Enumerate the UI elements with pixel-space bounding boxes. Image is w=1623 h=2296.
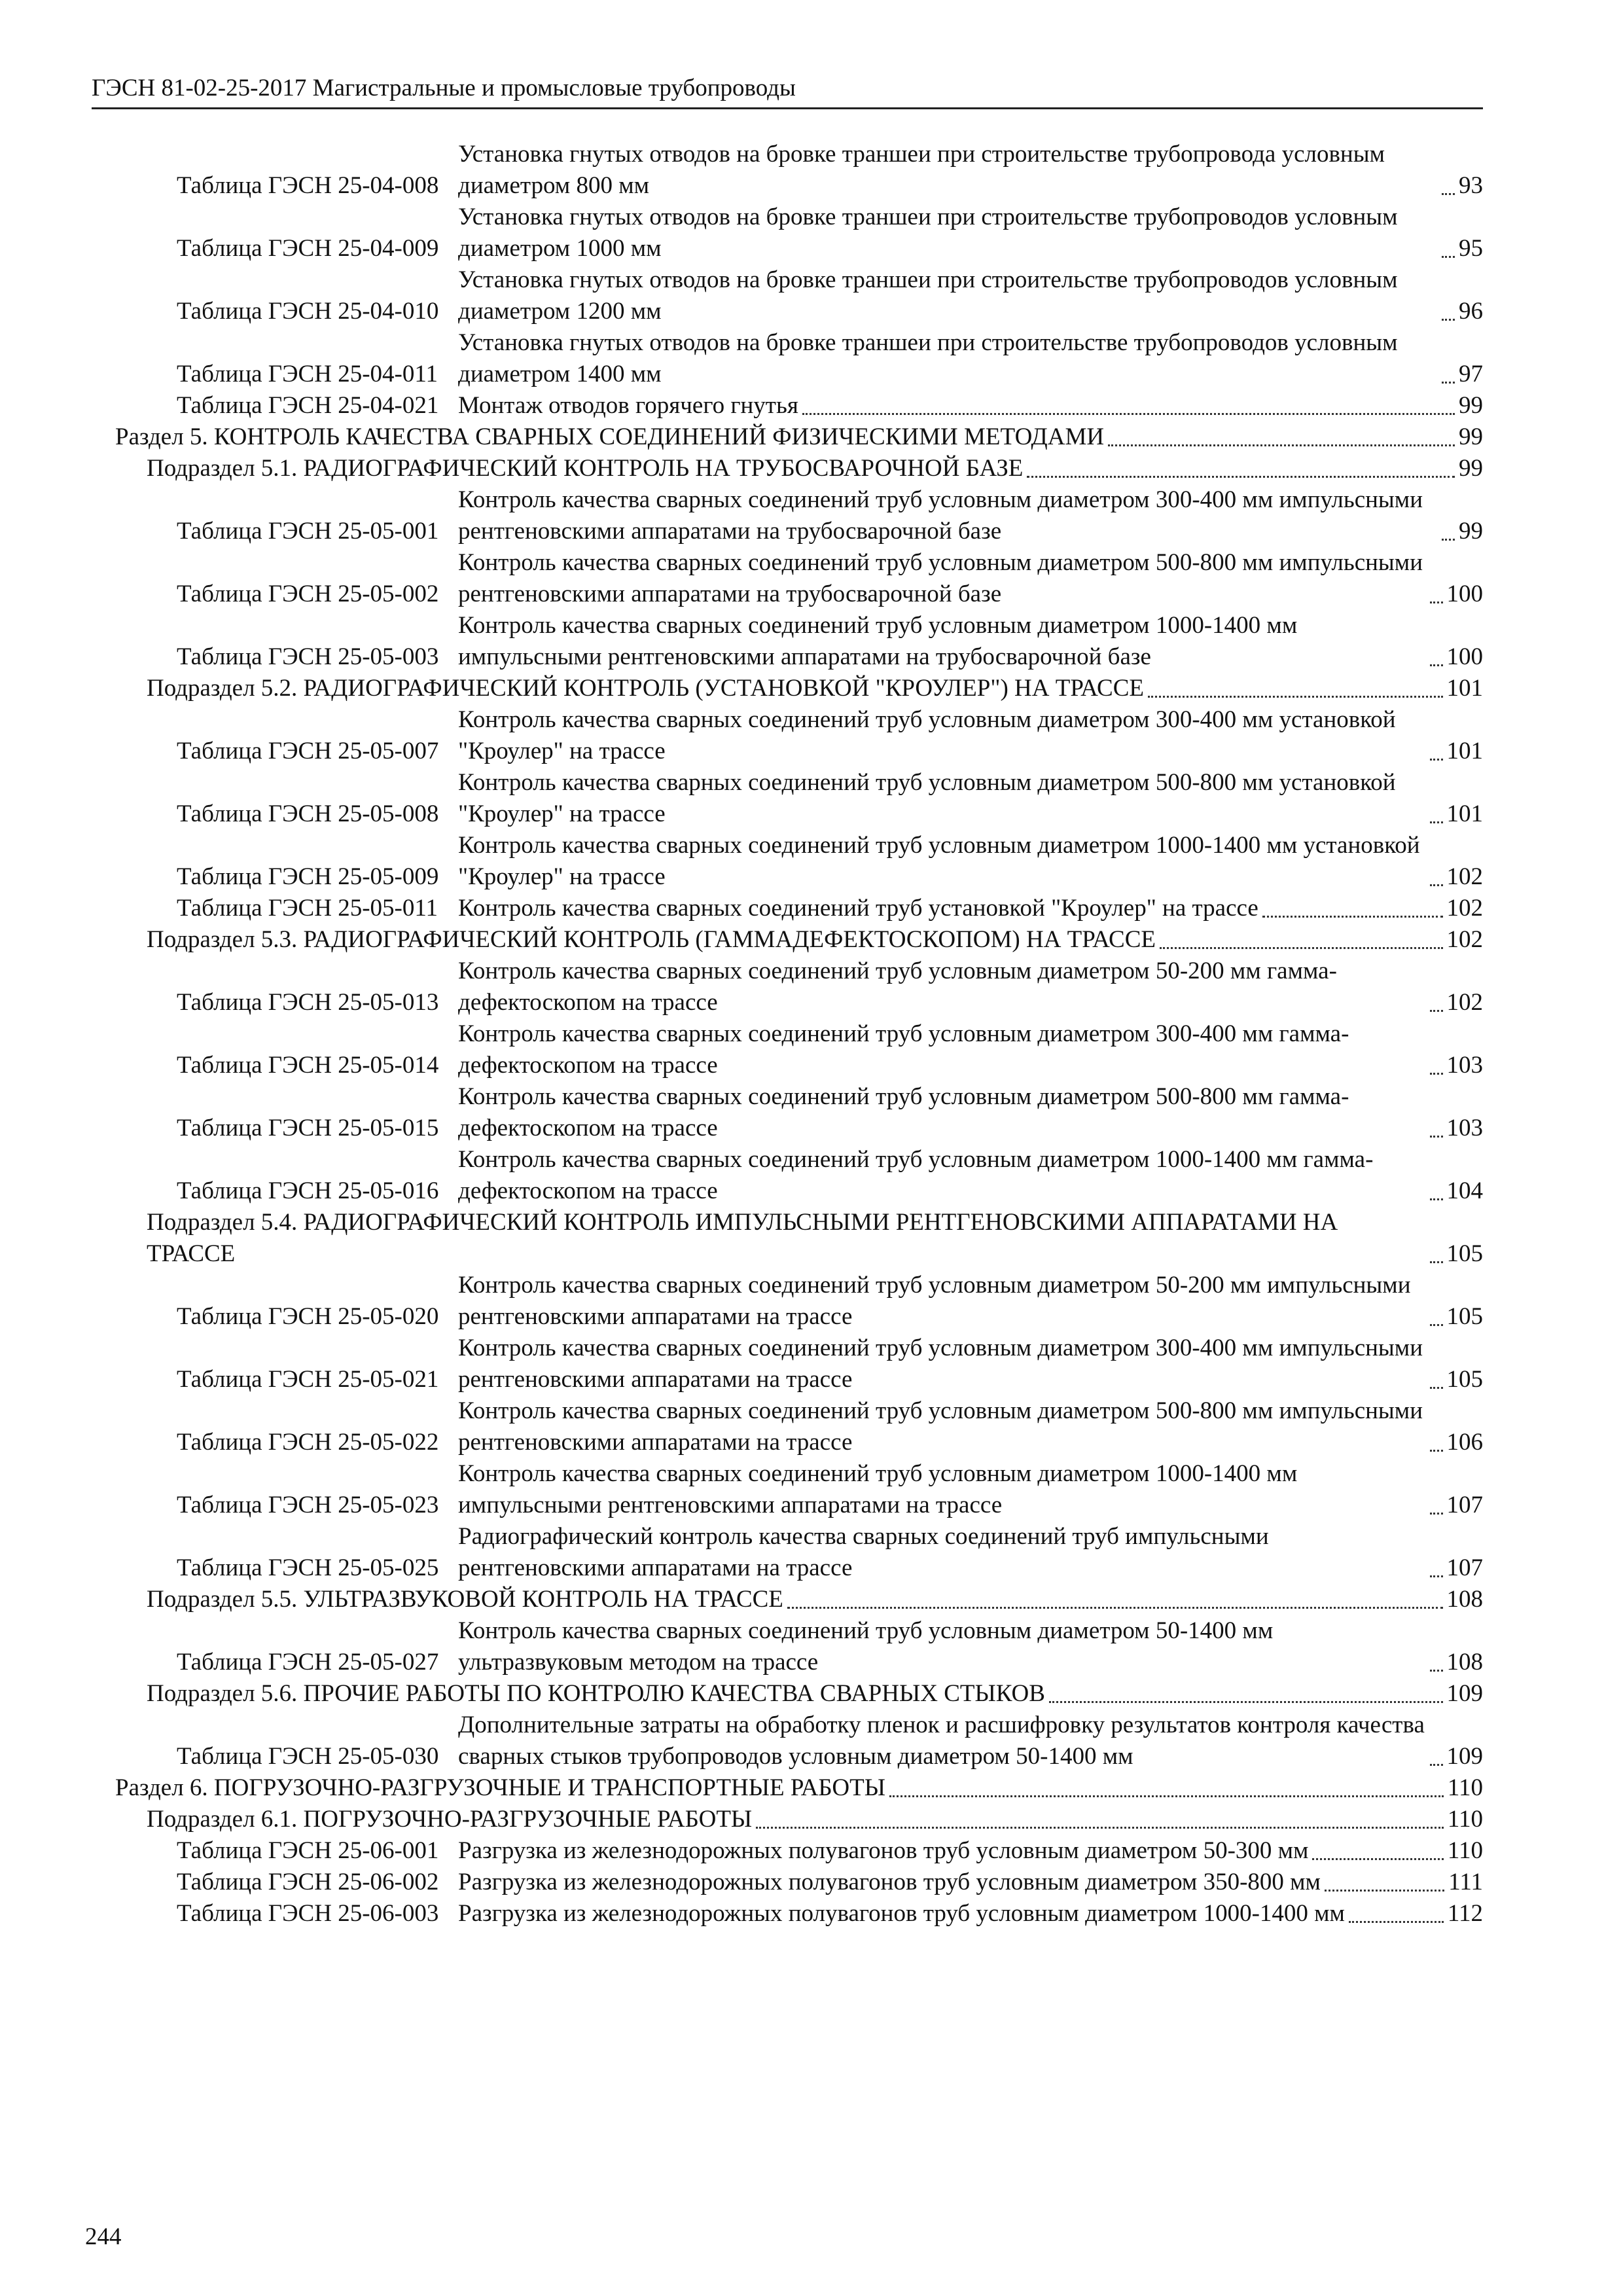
dot-leader (1442, 382, 1455, 384)
toc-entry-title: Контроль качества сварных соединений труб условным диаметром 1000-1400 мм установкой "Кроулер" на трассе (458, 832, 1420, 890)
toc-entry-table[interactable] (92, 484, 1483, 547)
toc-entry-label: Таблица ГЭСН 25-05-021 (177, 1366, 439, 1393)
toc-entry-label: Таблица ГЭСН 25-05-014 (177, 1052, 439, 1079)
toc-entry-title: Контроль качества сварных соединений труб условным диаметром 500-800 мм импульсными рентгеновскими аппаратами на трассе (458, 1397, 1423, 1456)
toc-entry-title: Контроль качества сварных соединений труб условным диаметром 300-400 мм установкой "Кроулер" на трассе (458, 706, 1396, 764)
toc-entry-page: 99 (1459, 423, 1483, 450)
toc-entry-label: Таблица ГЭСН 25-05-023 (177, 1492, 439, 1518)
toc-entry-description (458, 547, 1483, 610)
toc-entry-label: Таблица ГЭСН 25-05-008 (177, 800, 439, 827)
dot-leader (1430, 1261, 1443, 1263)
toc-entry-description (458, 1081, 1483, 1144)
toc-entry-page: 102 (1446, 863, 1483, 890)
toc-entry-title: Установка гнутых отводов на бровке траншеи при строительстве трубопроводов условным диаметром 1000 мм (458, 204, 1398, 262)
toc-entry-page: 107 (1446, 1554, 1483, 1581)
toc-entry-description (458, 1615, 1483, 1678)
toc-entry-title: Радиографический контроль качества сварных соединений труб импульсными рентгеновскими аппаратами на трассе (458, 1523, 1269, 1581)
dot-leader (1430, 1198, 1443, 1200)
toc-entry-page: 105 (1446, 1303, 1483, 1330)
toc-entry-description (458, 1144, 1483, 1207)
toc-entry-title: Подраздел 5.5. УЛЬТРАЗВУКОВОЙ КОНТРОЛЬ НА ТРАССЕ (147, 1586, 783, 1613)
dot-leader (1430, 1010, 1443, 1012)
dot-leader (1430, 1324, 1443, 1326)
toc-entry-description (458, 390, 1483, 422)
dot-leader (1430, 1575, 1443, 1577)
toc-entry-description (458, 1710, 1483, 1772)
toc-entry-label: Таблица ГЭСН 25-05-002 (177, 581, 439, 607)
toc-entry-page: 108 (1446, 1649, 1483, 1676)
toc-entry-table[interactable] (92, 1395, 1483, 1458)
toc-entry-page: 112 (1447, 1900, 1483, 1927)
toc-entry-page: 103 (1446, 1115, 1483, 1141)
toc-entry-subsection[interactable] (92, 924, 1483, 956)
toc-entry-title: Контроль качества сварных соединений труб условным диаметром 50-200 мм импульсными рентгеновскими аппаратами на трассе (458, 1272, 1411, 1330)
toc-entry-label: Таблица ГЭСН 25-05-013 (177, 989, 439, 1016)
toc-entry-description (458, 704, 1483, 767)
toc-entry-label: Таблица ГЭСН 25-05-015 (177, 1115, 439, 1141)
toc-entry-title: Дополнительные затраты на обработку пленок и расшифровку результатов контроля качества сварных стыков трубопроводов условным диаметром 50-1400 мм (458, 1712, 1425, 1770)
toc-entry-table[interactable] (92, 1081, 1483, 1144)
toc-entry-page: 107 (1446, 1492, 1483, 1518)
dot-leader (1430, 1670, 1443, 1672)
toc-entry-title: Подраздел 5.6. ПРОЧИЕ РАБОТЫ ПО КОНТРОЛЮ КАЧЕСТВА СВАРНЫХ СТЫКОВ (147, 1680, 1045, 1707)
toc-entry-title: Контроль качества сварных соединений труб условным диаметром 500-800 мм установкой "Кроулер" на трассе (458, 769, 1396, 827)
toc-entry-label: Таблица ГЭСН 25-05-022 (177, 1429, 439, 1456)
toc-entry-table[interactable] (92, 1898, 1483, 1929)
toc-entry-description (458, 610, 1483, 673)
toc-entry-page: 93 (1459, 172, 1483, 199)
toc-entry-description (458, 264, 1483, 327)
toc-entry-page: 111 (1448, 1869, 1483, 1895)
toc-entry-page: 102 (1446, 989, 1483, 1016)
toc-entry-description (458, 956, 1483, 1018)
toc-entry-page: 97 (1459, 361, 1483, 387)
dot-leader (1430, 1513, 1443, 1515)
toc-entry-table[interactable] (92, 1710, 1483, 1772)
toc-entry-table[interactable] (92, 327, 1483, 390)
toc-entry-title: Подраздел 5.2. РАДИОГРАФИЧЕСКИЙ КОНТРОЛЬ (УСТАНОВКОЙ "КРОУЛЕР") НА ТРАССЕ (147, 675, 1145, 702)
dot-leader (1430, 884, 1443, 886)
dot-leader (1325, 1890, 1444, 1892)
toc-entry-title: Контроль качества сварных соединений труб установкой "Кроулер" на трассе (458, 895, 1258, 922)
toc-entry-page: 106 (1446, 1429, 1483, 1456)
toc-entry-label: Таблица ГЭСН 25-05-003 (177, 643, 439, 670)
toc-entry-table[interactable] (92, 610, 1483, 673)
toc-entry-table[interactable] (92, 264, 1483, 327)
toc-entry-label: Таблица ГЭСН 25-06-003 (177, 1900, 439, 1927)
toc-entry-title: Разгрузка из железнодорожных полувагонов труб условным диаметром 50-300 мм (458, 1837, 1309, 1864)
toc-entry-page: 110 (1447, 1837, 1483, 1864)
toc-entry-page: 110 (1447, 1806, 1483, 1833)
toc-entry-page: 101 (1446, 800, 1483, 827)
toc-entry-description (458, 202, 1483, 264)
toc-entry-table[interactable] (92, 1144, 1483, 1207)
dot-leader (756, 1827, 1444, 1829)
toc-entry-page: 95 (1459, 235, 1483, 262)
toc-entry-title: Контроль качества сварных соединений труб условным диаметром 50-1400 мм ультразвуковым методом на трассе (458, 1617, 1274, 1676)
dot-leader (1442, 539, 1455, 541)
toc-entry-page: 105 (1446, 1240, 1483, 1267)
toc-entry-label: Таблица ГЭСН 25-04-008 (177, 172, 439, 199)
toc-entry-page: 102 (1446, 895, 1483, 922)
toc-entry-page: 96 (1459, 298, 1483, 325)
toc-entry-table[interactable] (92, 1521, 1483, 1584)
toc-entry-table[interactable] (92, 893, 1483, 924)
toc-entry-description (458, 327, 1483, 390)
toc-entry-table[interactable] (92, 704, 1483, 767)
dot-leader (1430, 821, 1443, 823)
toc-entry-title: Установка гнутых отводов на бровке траншеи при строительстве трубопроводов условным диаметром 1400 мм (458, 329, 1398, 387)
toc-entry-table[interactable] (92, 1333, 1483, 1395)
dot-leader (1430, 759, 1443, 761)
toc-entry-label: Таблица ГЭСН 25-05-007 (177, 738, 439, 764)
toc-entry-description (458, 1333, 1483, 1395)
dot-leader (802, 413, 1455, 415)
toc-entry-page: 100 (1446, 581, 1483, 607)
dot-leader (1349, 1921, 1444, 1923)
toc-entry-subsection[interactable] (92, 1804, 1483, 1835)
toc-entry-table[interactable] (92, 390, 1483, 422)
toc-entry-table[interactable] (92, 202, 1483, 264)
table-of-contents (92, 139, 1483, 1929)
toc-entry-section[interactable] (92, 422, 1483, 453)
toc-entry-title: Контроль качества сварных соединений труб условным диаметром 500-800 мм гамма-дефектоскопом на трассе (458, 1083, 1349, 1141)
toc-entry-label: Таблица ГЭСН 25-05-030 (177, 1743, 439, 1770)
toc-entry-subsection[interactable] (92, 453, 1483, 484)
toc-entry-label: Таблица ГЭСН 25-05-027 (177, 1649, 439, 1676)
toc-entry-table[interactable] (92, 1018, 1483, 1081)
dot-leader (1442, 256, 1455, 258)
toc-entry-page: 99 (1459, 392, 1483, 419)
dot-leader (1049, 1701, 1443, 1703)
toc-entry-label: Таблица ГЭСН 25-04-010 (177, 298, 439, 325)
toc-entry-title: Контроль качества сварных соединений труб условным диаметром 1000-1400 мм импульсными рентгеновскими аппаратами на трассе (458, 1460, 1298, 1518)
dot-leader (1312, 1858, 1443, 1860)
toc-entry-title: Подраздел 6.1. ПОГРУЗОЧНО-РАЗГРУЗОЧНЫЕ РАБОТЫ (147, 1806, 753, 1833)
toc-entry-subsection[interactable] (92, 673, 1483, 704)
toc-entry-label: Таблица ГЭСН 25-06-001 (177, 1837, 439, 1864)
toc-entry-description (458, 767, 1483, 830)
toc-entry-page: 101 (1446, 675, 1483, 702)
toc-entry-page: 99 (1459, 518, 1483, 545)
toc-entry-table[interactable] (92, 956, 1483, 1018)
toc-entry-title: Подраздел 5.1. РАДИОГРАФИЧЕСКИЙ КОНТРОЛЬ НА ТРУБОСВАРОЧНОЙ БАЗЕ (147, 455, 1024, 482)
toc-entry-title: Контроль качества сварных соединений труб условным диаметром 1000-1400 мм гамма-дефектоскопом на трассе (458, 1146, 1374, 1204)
toc-entry-description (458, 893, 1483, 924)
toc-entry-label: Таблица ГЭСН 25-04-011 (177, 361, 438, 387)
toc-entry-page: 99 (1459, 455, 1483, 482)
toc-entry-subsection[interactable] (92, 1678, 1483, 1710)
toc-entry-description (458, 830, 1483, 893)
toc-entry-label: Таблица ГЭСН 25-05-016 (177, 1177, 439, 1204)
toc-entry-description (458, 1521, 1483, 1584)
toc-entry-title: Контроль качества сварных соединений труб условным диаметром 300-400 мм импульсными рентгеновскими аппаратами на трубосварочной базе (458, 486, 1423, 545)
toc-entry-label: Таблица ГЭСН 25-05-011 (177, 895, 438, 922)
dot-leader (1430, 1073, 1443, 1075)
toc-entry-description (458, 1018, 1483, 1081)
dot-leader (1442, 319, 1455, 321)
toc-entry-page: 102 (1446, 926, 1483, 953)
toc-entry-title: Установка гнутых отводов на бровке траншеи при строительстве трубопроводов условным диаметром 1200 мм (458, 266, 1398, 325)
dot-leader (1430, 601, 1443, 603)
toc-entry-page: 105 (1446, 1366, 1483, 1393)
toc-entry-title: Монтаж отводов горячего гнутья (458, 392, 798, 419)
dot-leader (1027, 476, 1455, 478)
page-number: 244 (85, 2223, 122, 2250)
toc-entry-page: 104 (1446, 1177, 1483, 1204)
dot-leader (787, 1607, 1443, 1609)
dot-leader (1430, 1387, 1443, 1389)
toc-entry-table[interactable] (92, 1835, 1483, 1867)
toc-entry-description (458, 484, 1483, 547)
dot-leader (1442, 193, 1455, 195)
toc-entry-description (458, 1395, 1483, 1458)
toc-entry-description (458, 1898, 1483, 1929)
toc-entry-table[interactable] (92, 1615, 1483, 1678)
toc-entry-table[interactable] (92, 1458, 1483, 1521)
dot-leader (1430, 1764, 1443, 1766)
toc-entry-title: Подраздел 5.3. РАДИОГРАФИЧЕСКИЙ КОНТРОЛЬ (ГАММАДЕФЕКТОСКОПОМ) НА ТРАССЕ (147, 926, 1156, 953)
toc-entry-title: Разгрузка из железнодорожных полувагонов труб условным диаметром 1000-1400 мм (458, 1900, 1345, 1927)
dot-leader (1148, 696, 1442, 698)
toc-entry-label: Таблица ГЭСН 25-05-020 (177, 1303, 439, 1330)
toc-entry-title: Контроль качества сварных соединений труб условным диаметром 300-400 мм гамма-дефектоскопом на трассе (458, 1020, 1349, 1079)
toc-entry-table[interactable] (92, 139, 1483, 202)
dot-leader (1430, 1450, 1443, 1452)
toc-entry-description (458, 1458, 1483, 1521)
toc-entry-title: Раздел 5. КОНТРОЛЬ КАЧЕСТВА СВАРНЫХ СОЕДИНЕНИЙ ФИЗИЧЕСКИМИ МЕТОДАМИ (115, 423, 1105, 450)
toc-entry-title: Разгрузка из железнодорожных полувагонов труб условным диаметром 350-800 мм (458, 1869, 1321, 1895)
toc-entry-page: 100 (1446, 643, 1483, 670)
toc-entry-title: Подраздел 5.4. РАДИОГРАФИЧЕСКИЙ КОНТРОЛЬ ИМПУЛЬСНЫМИ РЕНТГЕНОВСКИМИ АППАРАТАМИ НА ТРАССЕ (147, 1209, 1338, 1267)
toc-entry-page: 103 (1446, 1052, 1483, 1079)
toc-entry-section[interactable] (92, 1772, 1483, 1804)
dot-leader (889, 1795, 1444, 1797)
toc-entry-label: Таблица ГЭСН 25-05-009 (177, 863, 439, 890)
toc-entry-table[interactable] (92, 547, 1483, 610)
toc-entry-page: 109 (1446, 1680, 1483, 1707)
toc-entry-title: Установка гнутых отводов на бровке траншеи при строительстве трубопровода условным диаметром 800 мм (458, 141, 1385, 199)
toc-entry-label: Таблица ГЭСН 25-05-001 (177, 518, 439, 545)
toc-entry-label: Таблица ГЭСН 25-04-009 (177, 235, 439, 262)
toc-entry-title: Раздел 6. ПОГРУЗОЧНО-РАЗГРУЗОЧНЫЕ И ТРАНСПОРТНЫЕ РАБОТЫ (115, 1774, 885, 1801)
toc-entry-page: 109 (1446, 1743, 1483, 1770)
toc-entry-subsection[interactable] (92, 1584, 1483, 1615)
toc-entry-title: Контроль качества сварных соединений труб условным диаметром 50-200 мм гамма-дефектоскопом на трассе (458, 958, 1337, 1016)
dot-leader (1160, 947, 1443, 949)
toc-entry-label: Таблица ГЭСН 25-06-002 (177, 1869, 439, 1895)
toc-entry-table[interactable] (92, 1867, 1483, 1898)
toc-entry-description (458, 1867, 1483, 1898)
dot-leader (1108, 444, 1455, 446)
toc-entry-subsection[interactable] (92, 1207, 1483, 1270)
toc-entry-page: 108 (1446, 1586, 1483, 1613)
toc-entry-label: Таблица ГЭСН 25-05-025 (177, 1554, 439, 1581)
toc-entry-table[interactable] (92, 830, 1483, 893)
toc-entry-label: Таблица ГЭСН 25-04-021 (177, 392, 439, 419)
toc-entry-description (458, 1835, 1483, 1867)
dot-leader (1262, 916, 1443, 918)
toc-entry-title: Контроль качества сварных соединений труб условным диаметром 500-800 мм импульсными рентгеновскими аппаратами на трубосварочной базе (458, 549, 1423, 607)
dot-leader (1430, 664, 1443, 666)
toc-entry-table[interactable] (92, 1270, 1483, 1333)
toc-entry-page: 101 (1446, 738, 1483, 764)
toc-entry-title: Контроль качества сварных соединений труб условным диаметром 1000-1400 мм импульсными рентгеновскими аппаратами на трубосварочной базе (458, 612, 1298, 670)
toc-entry-table[interactable] (92, 767, 1483, 830)
toc-entry-page: 110 (1447, 1774, 1483, 1801)
toc-entry-description (458, 139, 1483, 202)
dot-leader (1430, 1136, 1443, 1138)
page-header: ГЭСН 81-02-25-2017 Магистральные и промысловые трубопроводы (92, 73, 1483, 109)
toc-entry-description (458, 1270, 1483, 1333)
toc-entry-title: Контроль качества сварных соединений труб условным диаметром 300-400 мм импульсными рентгеновскими аппаратами на трассе (458, 1335, 1423, 1393)
